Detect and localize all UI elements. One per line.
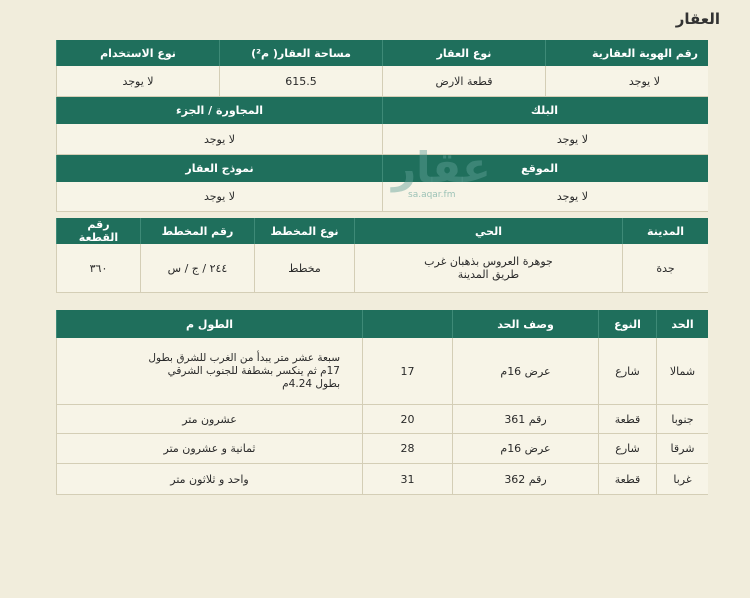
cell-length-number: 31 <box>362 464 452 494</box>
table-header-row <box>56 40 708 66</box>
cell-type: قطعة <box>598 405 656 433</box>
cell-desc: عرض 16م <box>452 434 598 463</box>
value-block: لا يوجد <box>382 124 708 154</box>
header-property-type: نوع العقار <box>382 40 545 66</box>
table-row <box>56 434 708 464</box>
table-row <box>56 124 708 155</box>
value-plan-number: ٢٤٤ / ج / س <box>140 244 254 292</box>
cell-length-number: 20 <box>362 405 452 433</box>
cell-boundary: شرقا <box>656 434 708 463</box>
value-neighborhood-part: لا يوجد <box>56 124 382 154</box>
table-row <box>56 405 708 434</box>
cell-length-text: ثمانية و عشرون متر <box>56 434 362 463</box>
table-row <box>56 66 708 97</box>
cell-boundary: جنوبا <box>656 405 708 433</box>
header-neighborhood-part: المجاورة / الجزء <box>56 97 382 124</box>
value-location: لا يوجد <box>382 182 708 211</box>
table-header-row <box>56 97 708 124</box>
header-property-area: مساحة العقار( م²) <box>219 40 382 66</box>
value-district: جوهرة العروس بذهبان غرب طريق المدينة <box>354 244 622 292</box>
header-type: النوع <box>598 310 656 338</box>
value-usage-type: لا يوجد <box>56 66 219 96</box>
header-location: الموقع <box>382 155 708 182</box>
value-property-type: قطعة الارض <box>382 66 545 96</box>
table-row <box>56 464 708 495</box>
page-title: العقار <box>675 10 720 28</box>
cell-desc: رقم 361 <box>452 405 598 433</box>
header-property-model: نموذج العقار <box>56 155 382 182</box>
cell-desc: عرض 16م <box>452 338 598 404</box>
header-plot-number: رقم القطعة <box>56 218 140 244</box>
value-plan-type: مخطط <box>254 244 354 292</box>
table-header-row <box>56 218 708 244</box>
header-usage-type: نوع الاستخدام <box>56 40 219 66</box>
header-city: المدينة <box>622 218 708 244</box>
cell-boundary: شمالا <box>656 338 708 404</box>
table-row <box>56 182 708 212</box>
value-property-model: لا يوجد <box>56 182 382 211</box>
aqar-watermark-url: sa.aqar.fm <box>408 190 456 200</box>
table-header-row <box>56 310 708 338</box>
cell-desc: رقم 362 <box>452 464 598 494</box>
header-plan-number: رقم المخطط <box>140 218 254 244</box>
value-property-area: 615.5 <box>219 66 382 96</box>
header-property-id: رقم الهوية العقارية <box>545 40 708 66</box>
cell-type: قطعة <box>598 464 656 494</box>
cell-type: شارع <box>598 338 656 404</box>
header-block: البلك <box>382 97 708 124</box>
header-length: الطول م <box>56 310 362 338</box>
value-plot-number: ٣٦٠ <box>56 244 140 292</box>
cell-length-text: سبعة عشر متر يبدأ من الغرب للشرق بطول 17م ثم ينكسر بشطفة للجنوب الشرقي بطول 4.24م <box>56 338 362 404</box>
property-info-table <box>56 40 708 212</box>
header-district: الحي <box>354 218 622 244</box>
location-table <box>56 218 708 293</box>
table-row <box>56 338 708 405</box>
cell-length-number: 17 <box>362 338 452 404</box>
header-length-number <box>362 310 452 338</box>
header-plan-type: نوع المخطط <box>254 218 354 244</box>
cell-length-text: واحد و ثلاثون متر <box>56 464 362 494</box>
cell-length-number: 28 <box>362 434 452 463</box>
header-boundary: الحد <box>656 310 708 338</box>
aqar-watermark-logo: عقار <box>392 143 491 192</box>
cell-boundary: غربا <box>656 464 708 494</box>
value-property-id: لا يوجد <box>545 66 708 96</box>
boundaries-table <box>56 310 708 495</box>
table-row <box>56 244 708 293</box>
header-boundary-desc: وصف الحد <box>452 310 598 338</box>
cell-length-text: عشرون متر <box>56 405 362 433</box>
table-header-row <box>56 155 708 182</box>
cell-type: شارع <box>598 434 656 463</box>
value-city: جدة <box>622 244 708 292</box>
